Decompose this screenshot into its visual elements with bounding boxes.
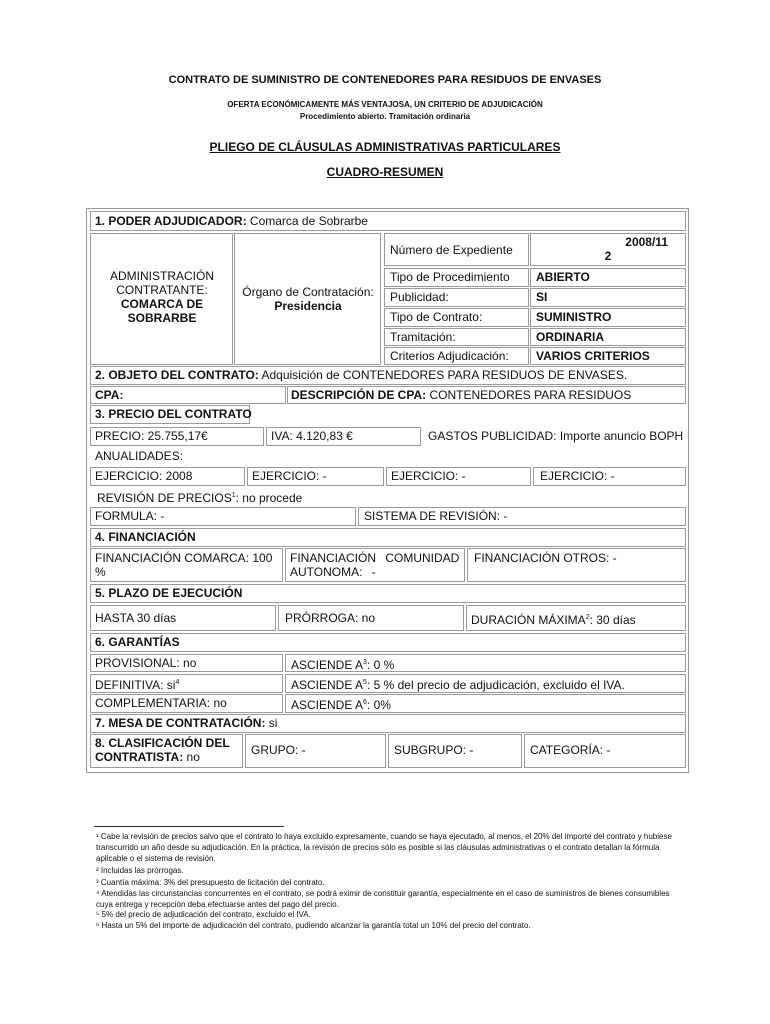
ejercicio-3: EJERCICIO: -: [391, 469, 466, 483]
footnote-3: ³ Cuantía máxima: 3% del presupuesto de licitación del contrato.: [96, 878, 325, 887]
document-procedure: Procedimiento abierto. Tramitación ordinaria: [299, 112, 471, 121]
footnote-6: ⁶ Hasta un 5% del importe de adjudicación del contrato, pudiendo alcanzar la garantía total un 10% del precio del contrato.: [96, 921, 531, 930]
pliego-heading: PLIEGO DE CLÁUSULAS ADMINISTRATIVAS PARTICULARES: [209, 140, 561, 154]
asciende-definitiva: ASCIENDE $A^5$: 5 % del precio de adjudicación, excluido el IVA.: [291, 678, 625, 692]
criterios-value: VARIOS CRITERIOS: [536, 349, 650, 363]
financiacion-comarca: FINANCIACIÓN COMARCA: 100 %: [95, 551, 273, 579]
tramitacion-value: ORDINARIA: [536, 330, 604, 344]
precio-value: PRECIO: 25.755,17€: [95, 429, 208, 443]
grupo: GRUPO: -: [251, 743, 306, 757]
tramitacion-label: Tramitación:: [390, 330, 456, 344]
expediente-label: Número de Expediente: [390, 243, 513, 257]
objeto-contrato: 2. OBJETO DEL CONTRATO: Adquisición de CONTENEDORES PARA RESIDUOS DE ENVASES.: [95, 368, 628, 382]
ejercicio-2: EJERCICIO: -: [252, 469, 327, 483]
organo-contratacion: Órgano de Contratación: Presidencia: [242, 285, 374, 313]
revision-precios: REVISIÓN DE PRECIOS$^1$: no procede: [97, 491, 303, 505]
asciende-provisional: ASCIENDE $A^3$: 0 %: [291, 658, 395, 672]
expediente-value: 2008/11 2: [604, 235, 668, 263]
clasificacion-contratista: 8. CLASIFICACIÓN DEL CONTRATISTA: no: [95, 736, 230, 764]
plazo-hasta: HASTA 30 días: [95, 611, 177, 625]
mesa-contratacion: 7. MESA DE CONTRATACIÓN: si: [95, 716, 278, 730]
tipo-contrato-label: Tipo de Contrato:: [390, 310, 483, 324]
cuadro-heading: CUADRO-RESUMEN: [326, 165, 444, 179]
tipo-procedimiento-value: ABIERTO: [536, 270, 590, 284]
footnote-divider: [94, 826, 284, 827]
document-subtitle: OFERTA ECONÓMICAMENTE MÁS VENTAJOSA, UN CRITERIO DE ADJUDICACIÓN: [227, 100, 543, 109]
precio-heading: 3. PRECIO DEL CONTRATO: [95, 407, 252, 421]
categoria: CATEGORÍA: -: [530, 743, 611, 757]
document-title: CONTRATO DE SUMINISTRO DE CONTENEDORES PARA RESIDUOS DE ENVASES: [168, 74, 602, 86]
anualidades-label: ANUALIDADES:: [95, 449, 184, 463]
gastos-publicidad: GASTOS PUBLICIDAD: Importe anuncio BOPH: [428, 429, 684, 443]
publicidad-value: SI: [536, 290, 548, 304]
footnote-2: ² Incluidas las prórrogas.: [96, 866, 184, 875]
financiacion-heading: 4. FINANCIACIÓN: [95, 530, 196, 544]
footnote-4: ⁴ Atendidas las circunstancias concurrentes en el contrato, se podrá eximir de constituir garantía, especialmente en el caso de suministros de bienes consumibles cuya entrega y recepción deba efectuarse antes del pago del precio.: [96, 889, 670, 909]
financiacion-otros: FINANCIACIÓN OTROS: -: [474, 551, 617, 565]
footnote-1: ¹ Cabe la revisión de precios salvo que el contrato lo haya excluido expresamente, cuando se haya ejecutado, al menos, el 20% del importe del contrato y hubiese transcurrido un año desde su adjudicación. En la práctica, la revisión de precios sólo es posible si las cláusulas administrativas o el contrato detallan la fórmula aplicable o el sistema de revisión.: [96, 832, 672, 863]
poder-adjudicador: 1. PODER ADJUDICADOR: Comarca de Sobrarbe: [95, 214, 368, 228]
sistema-revision: SISTEMA DE REVISIÓN: -: [364, 509, 508, 523]
garantias-heading: 6. GARANTÍAS: [95, 635, 180, 649]
row-cell: [530, 288, 686, 307]
plazo-heading: 5. PLAZO DE EJECUCIÓN: [95, 586, 243, 600]
criterios-label: Criterios Adjudicación:: [390, 349, 509, 363]
ejercicio-4: EJERCICIO: -: [540, 469, 615, 483]
garantia-provisional: PROVISIONAL: no: [95, 656, 197, 670]
iva-value: IVA: 4.120,83 €: [271, 429, 353, 443]
prorroga: PRÓRROGA: no: [285, 611, 376, 625]
subgrupo: SUBGRUPO: -: [394, 743, 474, 757]
financiacion-comunidad: FINANCIACIÓN COMUNIDAD AUTONOMA: -: [290, 551, 460, 579]
publicidad-label: Publicidad:: [390, 290, 449, 304]
asciende-complementaria: ASCIENDE $A^6$: 0%: [291, 698, 391, 712]
cpa-label: CPA:: [95, 388, 124, 402]
garantia-complementaria: COMPLEMENTARIA: no: [95, 696, 227, 710]
footnote-5: ⁵ 5% del precio de adjudicación del contrato, excluido el IVA.: [96, 910, 311, 919]
tipo-contrato-value: SUMINISTRO: [536, 310, 612, 324]
ejercicio-1: EJERCICIO: 2008: [95, 469, 193, 483]
duracion-maxima: DURACIÓN MÁXIMA$^2$: 30 días: [471, 613, 636, 627]
tipo-procedimiento-label: Tipo de Procedimiento: [390, 270, 510, 284]
formula: FORMULA: -: [95, 509, 165, 523]
garantia-definitiva: DEFINITIVA: $si^4$: [95, 678, 180, 692]
cpa-descripcion: DESCRIPCIÓN DE CPA: CONTENEDORES PARA RESIDUOS: [291, 388, 632, 402]
admin-contratante: ADMINISTRACIÓN CONTRATANTE: COMARCA DE SOBRARBE: [109, 269, 214, 325]
